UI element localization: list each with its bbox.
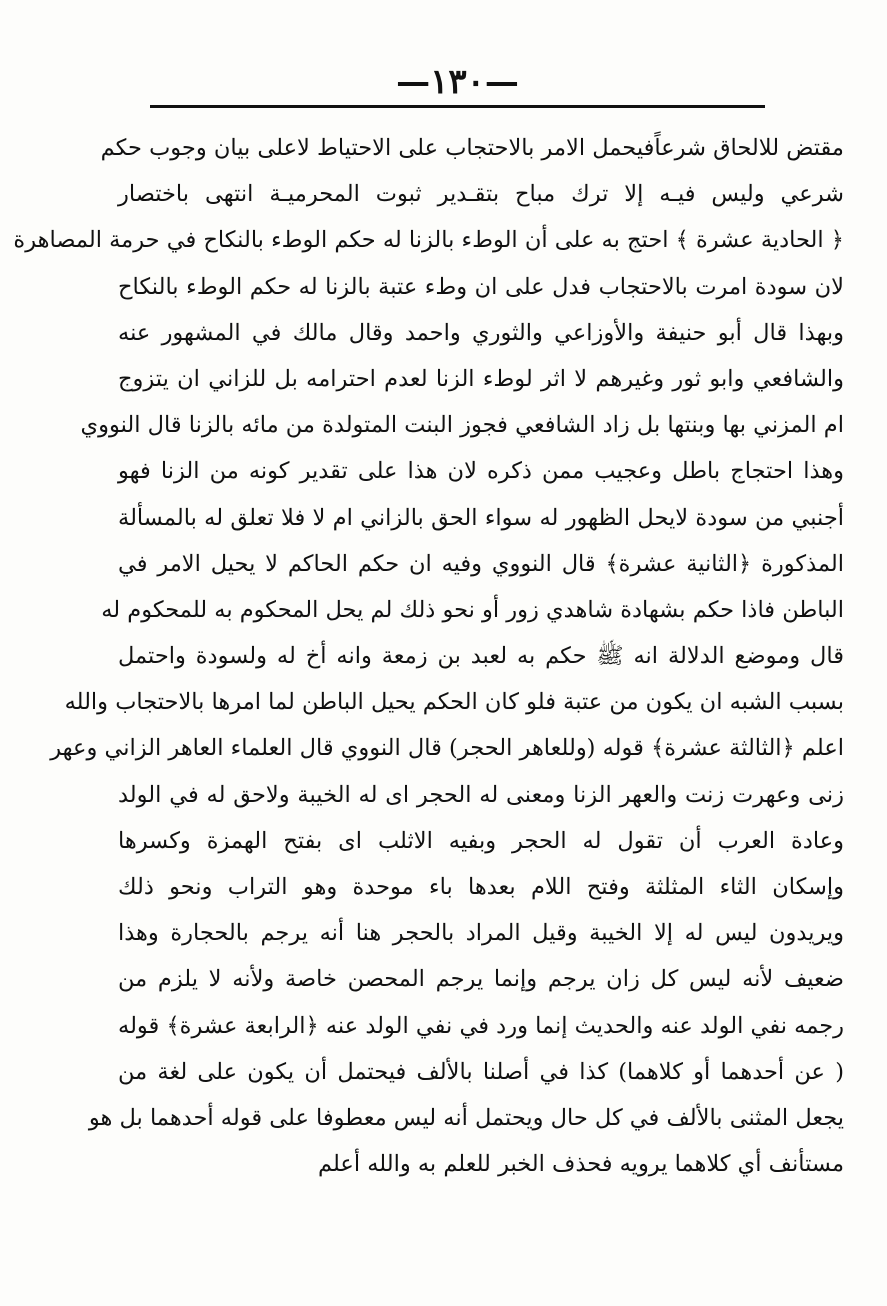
text-line: والشافعي وابو ثور وغيرهم لا اثر لوطء الزنا لعدم احترامه بل للزاني ان يتزوج xyxy=(118,365,844,392)
text-line: ( عن أحدهما أو كلاهما) كذا في أصلنا بالألف فيحتمل أن يكون على لغة من xyxy=(118,1058,844,1085)
page-header xyxy=(150,62,765,110)
page-number: —١٣٠— xyxy=(396,62,519,102)
text-line: يجعل المثنى بالألف في كل حال ويحتمل أنه ليس معطوفا على قوله أحدهما بل هو xyxy=(88,1104,844,1131)
text-line: مستأنف أي كلاهما يرويه فحذف الخبر للعلم به والله أعلم xyxy=(317,1151,844,1178)
text-line: ﴿ الحادية عشرة ﴾ احتج به على أن الوطء بالزنا له حكم الوطء بالنكاح في حرمة المصاهرة xyxy=(13,227,844,254)
text-line: ضعيف لأنه ليس كل زان يرجم وإنما يرجم المحصن خاصة ولأنه لا يلزم من xyxy=(118,966,844,993)
body-text xyxy=(13,125,844,1187)
text-line: ويريدون ليس له إلا الخيبة وقيل المراد بالحجر هنا أنه يرجم بالحجارة وهذا xyxy=(118,920,844,947)
text-line: المذكورة ﴿الثانية عشرة﴾ قال النووي وفيه ان حكم الحاكم لا يحيل الامر في xyxy=(118,550,844,577)
text-line: شرعي وليس فيـه إلا ترك مباح بتقـدير ثبوت المحرميـة انتهى باختصار xyxy=(118,181,844,208)
text-line: زنى وعهرت زنت والعهر الزنا ومعنى له الحجر اى له الخيبة ولاحق له في الولد xyxy=(118,781,844,808)
text-line: ام المزني بها وبنتها بل زاد الشافعي فجوز البنت المتولدة من مائه بالزنا قال النووي xyxy=(80,412,844,439)
text-line: أجنبي من سودة لايحل الظهور له سواء الحق بالزاني ام لا فلا تعلق له بالمسألة xyxy=(118,504,844,531)
text-line: لان سودة امرت بالاحتجاب فدل على ان وطء عتبة بالزنا له حكم الوطء بالنكاح xyxy=(118,273,844,300)
text-line: وهذا احتجاج باطل وعجيب ممن ذكره لان هذا على تقدير كونه من الزنا فهو xyxy=(118,458,844,485)
text-line: الباطن فاذا حكم بشهادة شاهدي زور أو نحو ذلك لم يحل المحكوم به للمحكوم له xyxy=(101,596,844,623)
text-line: اعلم ﴿الثالثة عشرة﴾ قوله (وللعاهر الحجر) قال النووي قال العلماء العاهر الزاني وعهر xyxy=(50,735,844,762)
text-line: وإسكان الثاء المثلثة وفتح اللام بعدها باء موحدة وهو التراب ونحو ذلك xyxy=(118,874,844,900)
text-line: بسبب الشبه ان يكون من عتبة فلو كان الحكم يحيل الباطن لما امرها بالاحتجاب والله xyxy=(64,689,844,716)
text-line: رجمه نفي الولد عنه والحديث إنما ورد في نفي الولد عنه ﴿الرابعة عشرة﴾ قوله xyxy=(118,1012,844,1039)
header-rule xyxy=(150,105,765,108)
text-line: مقتض للالحاق شرعاًفيحمل الامر بالاحتجاب على الاحتياط لاعلى بيان وجوب حكم xyxy=(100,135,844,161)
text-line: وعادة العرب أن تقول له الحجر وبفيه الاثلب اى بفتح الهمزة وكسرها xyxy=(118,827,844,854)
text-line: قال وموضع الدلالة انه ﷺ حكم به لعبد بن زمعة وانه أخ له ولسودة واحتمل xyxy=(118,643,844,670)
text-line: وبهذا قال أبو حنيفة والأوزاعي والثوري واحمد وقال مالك في المشهور عنه xyxy=(118,319,844,346)
